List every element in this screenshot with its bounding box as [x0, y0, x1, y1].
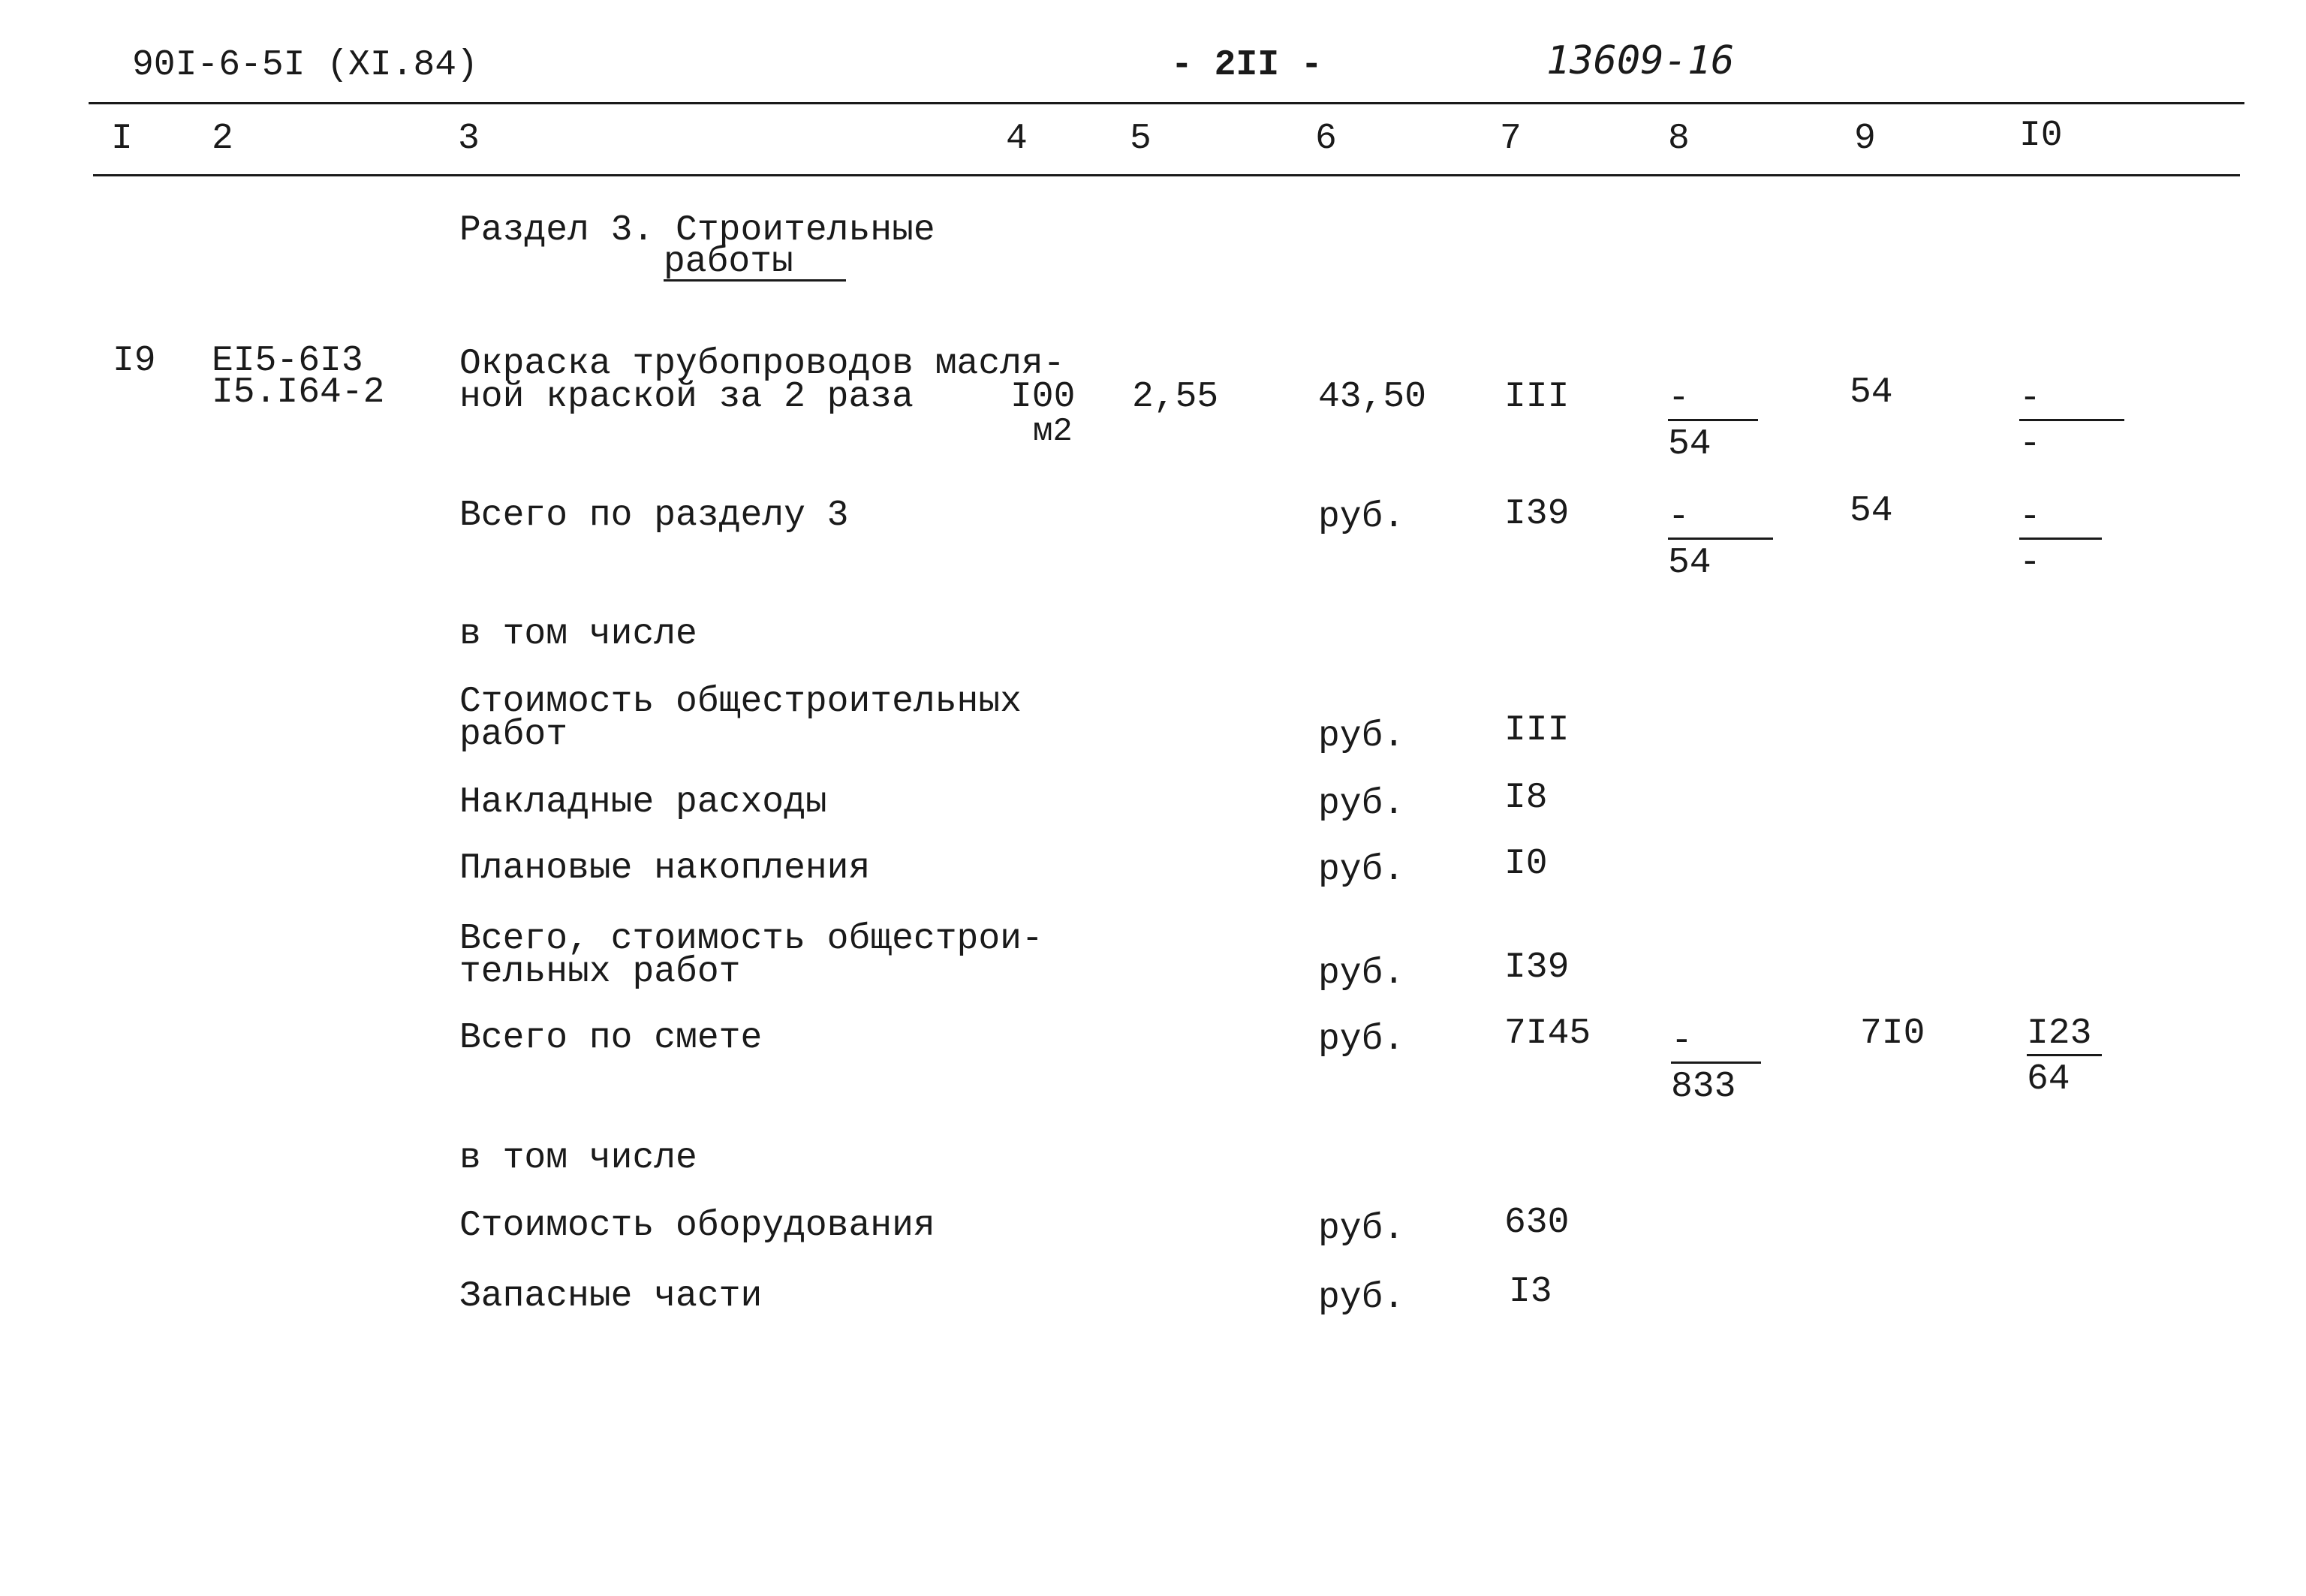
item-col10-den: -	[2019, 424, 2041, 465]
item-description-cont: ной краской за 2 раза	[459, 377, 914, 417]
general-works-unit: руб.	[1318, 716, 1405, 757]
estimate-total-col9: 7I0	[1860, 1013, 1925, 1054]
general-works-label: Стоимость общестроительных	[459, 682, 1022, 722]
spares-label: Запасные части	[459, 1276, 763, 1317]
estimate-total-col10-den: 64	[2027, 1059, 2070, 1100]
item-quantity: 2,55	[1132, 377, 1219, 417]
total-general-label: Всего, стоимость общестрои-	[459, 919, 1043, 959]
item-col9: 54	[1850, 372, 1893, 413]
overhead-label: Накладные расходы	[459, 782, 827, 823]
item-col8-bar	[1668, 419, 1758, 421]
planned-value: I0	[1504, 844, 1548, 884]
general-works-value: III	[1504, 710, 1570, 751]
total-general-value: I39	[1504, 947, 1570, 988]
item-unit-cont: м2	[1033, 413, 1073, 450]
item-col8-den: 54	[1668, 424, 1711, 465]
spares-unit: руб.	[1318, 1278, 1405, 1318]
estimate-total-col8-den: 833	[1671, 1067, 1736, 1107]
col-header-8: 8	[1668, 119, 1690, 159]
col-header-6: 6	[1315, 119, 1337, 159]
col-header-3: 3	[458, 119, 480, 159]
section-total-col8-fraction	[1668, 498, 1773, 582]
item-col8-fraction	[1668, 380, 1758, 463]
section-total-label: Всего по разделу 3	[459, 495, 849, 536]
item-col10-bar	[2019, 419, 2124, 421]
section-total-col9: 54	[1850, 491, 1893, 531]
planned-label: Плановые накопления	[459, 848, 871, 889]
item-code: EI5-6I3	[212, 341, 363, 381]
col-header-10: I0	[2019, 116, 2063, 156]
estimate-total-col8-fraction	[1671, 1022, 1761, 1106]
planned-unit: руб.	[1318, 850, 1405, 890]
total-general-label-cont: тельных работ	[459, 952, 741, 992]
item-unit: I00	[1010, 377, 1076, 417]
col-header-2: 2	[212, 119, 233, 159]
col-header-5: 5	[1130, 119, 1151, 159]
section-total-col8-bar	[1668, 538, 1773, 540]
item-total: III	[1504, 377, 1570, 417]
col-header-1: I	[111, 119, 133, 159]
item-number: I9	[113, 341, 156, 381]
estimate-total-unit: руб.	[1318, 1019, 1405, 1060]
estimate-total-col8-num: -	[1671, 1021, 1693, 1061]
including-label-2: в том числе	[459, 1138, 697, 1179]
section-title-cont: работы	[664, 245, 846, 282]
general-works-label-cont: работ	[459, 715, 568, 755]
including-label-1: в том числе	[459, 614, 697, 655]
item-col10-fraction	[2019, 380, 2124, 463]
equipment-unit: руб.	[1318, 1209, 1405, 1249]
equipment-value: 630	[1504, 1203, 1570, 1243]
section-total-col10-bar	[2019, 538, 2102, 540]
estimate-total-col10-bar	[2027, 1054, 2102, 1056]
estimate-total-col8-bar	[1671, 1061, 1761, 1064]
page-number: - 2II -	[1171, 45, 1323, 86]
section-total-value: I39	[1504, 494, 1570, 535]
item-col10-num: -	[2019, 378, 2041, 419]
item-description: Окраска трубопроводов масля-	[459, 344, 1065, 384]
item-col8-num: -	[1668, 378, 1690, 419]
estimate-total-label: Всего по смете	[459, 1018, 763, 1058]
header-rule-bottom	[93, 174, 2240, 176]
equipment-label: Стоимость оборудования	[459, 1206, 935, 1246]
estimate-total-col10-num: I23	[2027, 1013, 2092, 1054]
overhead-unit: руб.	[1318, 784, 1405, 824]
col-header-7: 7	[1500, 119, 1522, 159]
estimate-total-col10-fraction	[2027, 1015, 2102, 1098]
col-header-4: 4	[1006, 119, 1028, 159]
col-header-9: 9	[1854, 119, 1876, 159]
section-total-col10-num: -	[2019, 497, 2041, 538]
section-total-unit: руб.	[1318, 497, 1405, 538]
total-general-unit: руб.	[1318, 953, 1405, 994]
doc-code: 90I-6-5I (XI.84)	[132, 45, 478, 86]
item-code-cont: I5.I64-2	[212, 372, 385, 413]
spares-value: I3	[1509, 1272, 1552, 1312]
item-unit-price: 43,50	[1318, 377, 1427, 417]
overhead-value: I8	[1504, 778, 1548, 818]
section-total-col10-den: -	[2019, 543, 2041, 583]
section-total-col8-num: -	[1668, 497, 1690, 538]
section-total-col8-den: 54	[1668, 543, 1711, 583]
sheet-number: 13609-16	[1546, 38, 1735, 83]
section-title: Раздел 3. Строительные	[459, 210, 935, 251]
header-rule-top	[89, 102, 2244, 104]
section-total-col10-fraction	[2019, 498, 2102, 582]
estimate-total-value: 7I45	[1504, 1013, 1591, 1054]
